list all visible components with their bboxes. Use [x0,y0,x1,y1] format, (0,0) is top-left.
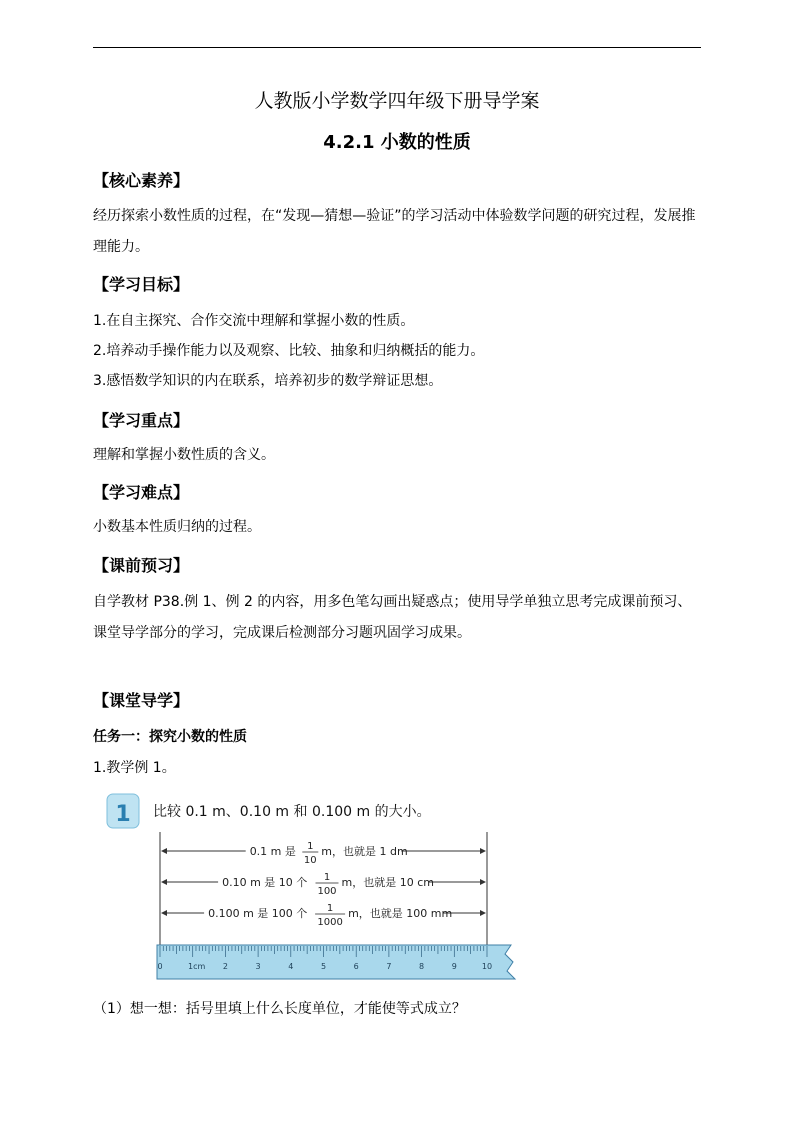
measure-label-post: m，也就是 100 mm [348,907,453,920]
section-heading-guide: 【课堂导学】 [93,691,190,710]
ruler-label: 1cm [188,962,206,971]
ruler-label: 6 [353,962,359,971]
measure-label-pre: 0.10 m 是 10 个 [222,876,308,889]
header-rule [93,47,701,48]
task-title: 任务一：探究小数的性质 [93,729,247,745]
section-heading-goals: 【学习目标】 [93,275,190,294]
section-heading-core: 【核心素养】 [93,171,190,190]
measure-label-pre: 0.100 m 是 100 个 [208,907,308,920]
arrow-left-icon [161,848,167,854]
arrow-right-icon [480,848,486,854]
page-title: 人教版小学数学四年级下册导学案 [254,90,540,112]
lesson-title: 4.2.1 小数的性质 [323,132,471,153]
fraction-denominator: 1000 [317,917,343,928]
example-badge-number: 1 [115,802,131,827]
section-heading-focus: 【学习重点】 [93,411,190,430]
ruler-label: 3 [255,962,261,971]
measure-label-pre: 0.1 m 是 [249,845,296,858]
fraction-denominator: 10 [303,855,317,866]
fraction-denominator: 100 [317,886,337,897]
goal-item: 3.感悟数学知识的内在联系，培养初步的数学辩证思想。 [93,373,443,389]
fraction-numerator: 1 [323,872,331,883]
ruler-label: 9 [451,962,457,971]
section-heading-preview: 【课前预习】 [93,556,190,575]
ruler-label: 0 [157,962,163,971]
ruler-label: 7 [386,962,392,971]
measure-label-post: m，也就是 1 dm [321,845,408,858]
example-figure [103,790,523,985]
arrow-right-icon [480,879,486,885]
step-text: 1.教学例 1。 [93,760,176,776]
example-prompt: 比较 0.1 m、0.10 m 和 0.100 m 的大小。 [153,804,431,820]
fraction-numerator: 1 [326,903,334,914]
goal-item: 1.在自主探究、合作交流中理解和掌握小数的性质。 [93,313,415,329]
ruler [157,945,515,979]
ruler-label: 2 [222,962,228,971]
arrow-left-icon [161,910,167,916]
goal-item: 2.培养动手操作能力以及观察、比较、抽象和归纳概括的能力。 [93,343,485,359]
arrow-right-icon [480,910,486,916]
focus-text: 理解和掌握小数性质的含义。 [93,447,275,463]
core-text: 经历探索小数性质的过程，在“发现—猜想—验证”的学习活动中体验数学问题的研究过程，发展推理能力。 [93,208,696,255]
preview-text: 自学教材 P38.例 1、例 2 的内容，用多色笔勾画出疑惑点；使用导学单独立思考完成课前预习、课堂导学部分的学习，完成课后检测部分习题巩固学习成果。 [93,594,692,641]
ruler-label: 4 [288,962,294,971]
question-text: （1）想一想：括号里填上什么长度单位，才能使等式成立？ [93,1001,466,1017]
measure-label-post: m，也就是 10 cm [341,876,434,889]
difficulty-text: 小数基本性质归纳的过程。 [93,519,261,535]
ruler-label: 8 [419,962,425,971]
ruler-diagram [103,790,523,985]
arrow-left-icon [161,879,167,885]
ruler-label: 10 [481,962,493,971]
fraction-numerator: 1 [307,841,314,852]
section-heading-difficulty: 【学习难点】 [93,483,190,502]
ruler-label: 5 [320,962,327,971]
